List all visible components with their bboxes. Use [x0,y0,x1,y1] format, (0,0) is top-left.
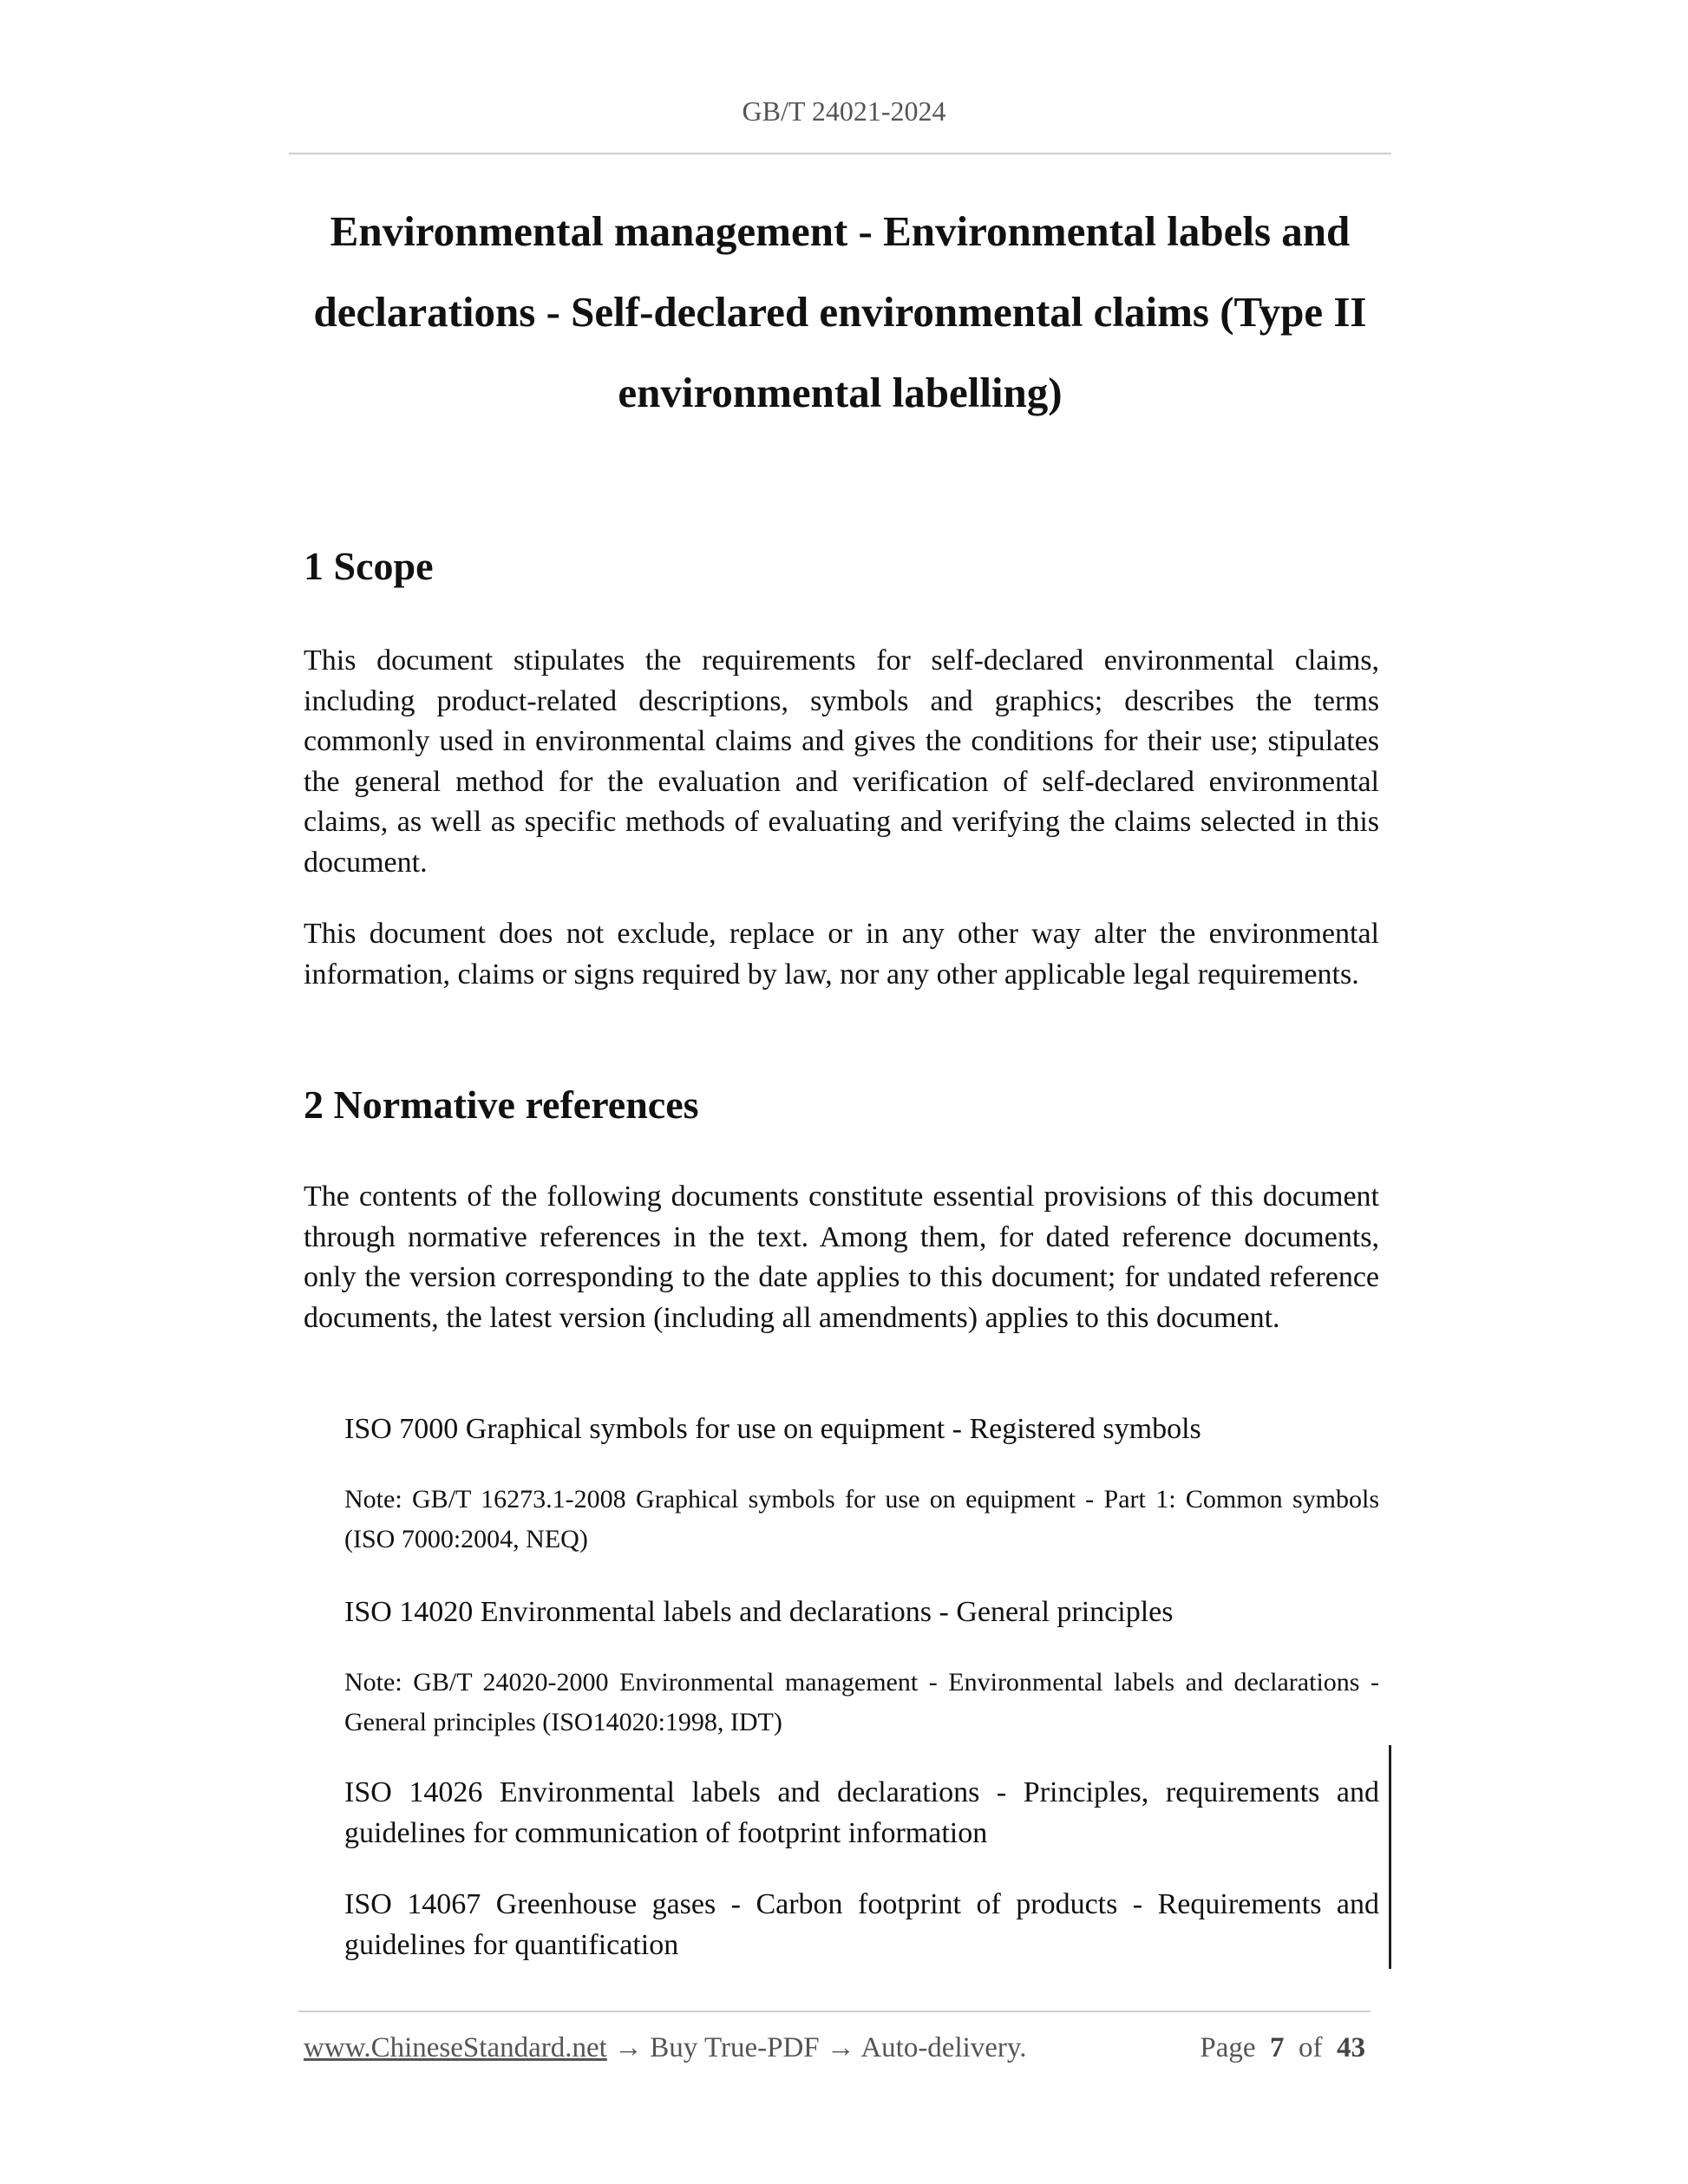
title-line-3: environmental labelling) [618,369,1063,416]
reference-note: Note: GB/T 16273.1-2008 Graphical symbols for use on equipment - Part 1: Common symbols (ISO 7000:2004, NEQ) [344,1485,1379,1553]
header-divider [289,153,1391,154]
reference-item: ISO 14067 Greenhouse gases - Carbon footprint of products - Requirements and guidelines for quantification [344,1888,1379,1961]
section-heading-scope: 1 Scope [304,544,434,588]
section-heading-normative-references: 2 Normative references [304,1082,699,1127]
reference-note: Note: GB/T 24020-2000 Environmental management - Environmental labels and declarations - General principles (ISO14020:1998, IDT) [344,1668,1379,1736]
normative-references-paragraph: The contents of the following documents constitute essential provisions of this document through normative references in the text. Among them, for dated reference documents, only the version corresponding to the date applies to this document; for undated reference documents, the latest version (including all amendments) applies to this document. [304,1180,1379,1334]
page-label: Page [1200,2032,1256,2063]
reference-item: ISO 14026 Environmental labels and declarations - Principles, requirements and guidelines for communication of footprint information [344,1776,1379,1849]
page-header-code: GB/T 24021-2024 [742,95,946,127]
document-title [289,191,1391,433]
page-number [1200,2032,1365,2064]
revision-change-bar [1389,1745,1391,1969]
footer-divider [298,2011,1371,2012]
footer-left [304,2032,1027,2064]
scope-paragraph-2: This document does not exclude, replace or in any other way alter the environmental information, claims or signs required by law, nor any other applicable legal requirements. [304,918,1379,991]
title-line-1: Environmental management - Environmental labels and [330,207,1351,255]
arrow-right-icon: → [826,2032,855,2063]
website-link[interactable]: www.ChineseStandard.net [304,2032,607,2063]
arrow-right-icon: → [614,2032,644,2063]
page-total: 43 [1337,2032,1365,2063]
reference-item: ISO 7000 Graphical symbols for use on equipment - Registered symbols [344,1413,1201,1445]
reference-item: ISO 14020 Environmental labels and declarations - General principles [344,1596,1174,1628]
of-label: of [1299,2032,1323,2063]
page-current: 7 [1270,2032,1285,2063]
buy-true-pdf-text: Buy True-PDF [650,2032,820,2063]
title-line-2: declarations - Self-declared environmental claims (Type II [313,288,1367,336]
scope-paragraph-1: This document stipulates the requirements for self-declared environmental claims, including product-related descriptions, symbols and graphics; describes the terms commonly used in environmental claims and gives the conditions for their use; stipulates the general method for the evaluation and verification of self-declared environmental claims, as well as specific methods of evaluating and verifying the claims selected in this document. [304,644,1379,879]
auto-delivery-text: Auto-delivery. [860,2032,1027,2063]
